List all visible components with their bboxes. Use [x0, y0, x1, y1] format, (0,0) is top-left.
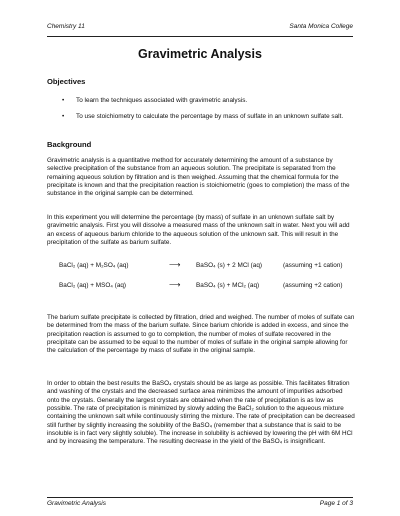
equation-plus1-cation: [59, 262, 359, 272]
reaction-arrow-icon: ⟶: [169, 260, 181, 269]
bullet-icon: •: [62, 97, 65, 104]
equation-products: BaSO₄ (s) + 2 MCl (aq): [196, 262, 262, 269]
equation-note: (assuming +1 cation): [283, 262, 343, 269]
bullet-icon: •: [62, 113, 65, 120]
footer-page-number: Page 1 of 3: [319, 500, 353, 507]
background-paragraph-1: Gravimetric analysis is a quantitative method for accurately determining the amount of a substance by selective precipitation of the substance from an aqueous solution. The precipitate is separated from the remaining aqueous solution by filtration and is then weighed. Assuming that the chemical formula for the precipitate is known and that the precipitation reaction is stoichiometric (goes to completion) the mass of the substance in the original sample can be determined.: [47, 157, 350, 198]
running-header: [47, 23, 353, 35]
footer-title: Gravimetric Analysis: [47, 500, 106, 507]
running-footer: [47, 500, 353, 510]
document-title: Gravimetric Analysis: [138, 47, 262, 61]
header-course: Chemistry 11: [47, 23, 85, 30]
background-paragraph-2: In this experiment you will determine the percentage (by mass) of sulfate in an unknown sulfate salt by gravimetric analysis. First you will dissolve a measured mass of the unknown salt in water. Next you will add an excess of aqueous barium chloride to the aqueous solution of the unknown salt. This will result in the precipitation of the sulfate as barium sulfate.: [47, 214, 350, 247]
objectives-heading: Objectives: [47, 77, 86, 86]
footer-rule: [47, 497, 353, 498]
equation-plus2-cation: [59, 282, 359, 292]
reaction-arrow-icon: ⟶: [169, 280, 181, 289]
background-paragraph-4: In order to obtain the best results the BaSO₄ crystals should be as large as possible. This facilitates filtration and washing of the crystals and the decreased surface area minimizes the amount of impurities adsorbed onto the crystals. Generally the largest crystals are obtained when the rate of precipitation is as low as possible. The rate of precipitation is minimized by slowly adding the BaCl₂ solution to the aqueous mixture containing the unknown salt while continuously stirring the mixture. The rate of precipitation can be decreased still further by slightly increasing the solubility of the BaSO₄ (remember that a substance that is said to be insoluble is in fact very slightly soluble). The increase in solubility is achieved by lowering the pH with 6M HCl and by increasing the temperature. The resulting decrease in the yield of the BaSO₄ is insignificant.: [47, 380, 355, 446]
equation-products: BaSO₄ (s) + MCl₂ (aq): [196, 282, 260, 289]
header-institution: Santa Monica College: [289, 23, 353, 30]
equation-note: (assuming +2 cation): [283, 282, 343, 289]
equation-reactants: BaCl₂ (aq) + M₂SO₄ (aq): [59, 262, 129, 269]
background-paragraph-3: The barium sulfate precipitate is collected by filtration, dried and weighed. The number of moles of sulfate can be determined from the mass of the barium sulfate. Since barium chloride is added in excess, and since the precipitation reaction is assumed to go to completion, the number of moles of sulfate recovered in the precipitate can be assumed to be equal to the number of moles of sulfate in the original sample allowing for the calculation of the percentage by mass of sulfate in the original sample.: [47, 314, 355, 355]
equation-reactants: BaCl₂ (aq) + MSO₄ (aq): [59, 282, 127, 289]
background-heading: Background: [47, 140, 92, 149]
header-rule: [47, 36, 353, 37]
document-page: Chemistry 11 Santa Monica College Gravimetric Analysis Objectives • To learn the techniques associated with gravimetric analysis. • To use stoichiometry to calculate the percentage by mass of sulfate in an unknown sulfate salt. Background Gravimetric analysis is a quantitative method for accurately determining the amount of a substance by selective precipitation of the substance from an aqueous solution. The precipitate is separated from the remaining aqueous solution by filtration and is then weighed. Assuming that the chemical formula for the precipitate is known and that the precipitation reaction is stoichiometric (goes to completion) the mass of the substance in the original sample can be determined. In this experiment you will determine the percentage (by mass) of sulfate in an unknown sulfate salt by gravimetric analysis. First you will dissolve a measured mass of the unknown salt in water. Next you will add an excess of aqueous barium chloride to the aqueous solution of the unknown salt. This will result in the precipitation of the sulfate as barium sulfate. BaCl₂ (aq) + M₂SO₄ (aq) ⟶ BaSO₄ (s) + 2 MCl (aq) (assuming +1 cation) BaCl₂ (aq) + MSO₄ (aq) ⟶ BaSO₄ (s) + MCl₂ (aq) (assuming +2 cation) The barium sulfate precipitate is collected by filtration, dried and weighed. The number of moles of sulfate can be determined from the mass of the barium sulfate. Since barium chloride is added in excess, and since the precipitation reaction is assumed to go to completion, the number of moles of sulfate recovered in the precipitate can be assumed to be equal to the number of moles of sulfate in the original sample allowing for the calculation of the percentage by mass of sulfate in the original sample. In order to obtain the best results the BaSO₄ crystals should be as large as possible. This facilitates filtration and washing of the crystals and the decreased surface area minimizes the amount of impurities adsorbed onto the crystals. Generally the largest crystals are obtained when the rate of precipitation is as low as possible. The rate of precipitation is minimized by slowly adding the BaCl₂ solution to the aqueous mixture containing the unknown salt while continuously stirring the mixture. The rate of precipitation can be decreased still further by slightly increasing the solubility of the BaSO₄ (remember that a substance that is said to be insoluble is in fact very slightly soluble). The increase in solubility is achieved by lowering the pH with 6M HCl and by increasing the temperature. The resulting decrease in the yield of the BaSO₄ is insignificant. Gravimetric Analysis Page 1 of 3: [0, 0, 400, 516]
